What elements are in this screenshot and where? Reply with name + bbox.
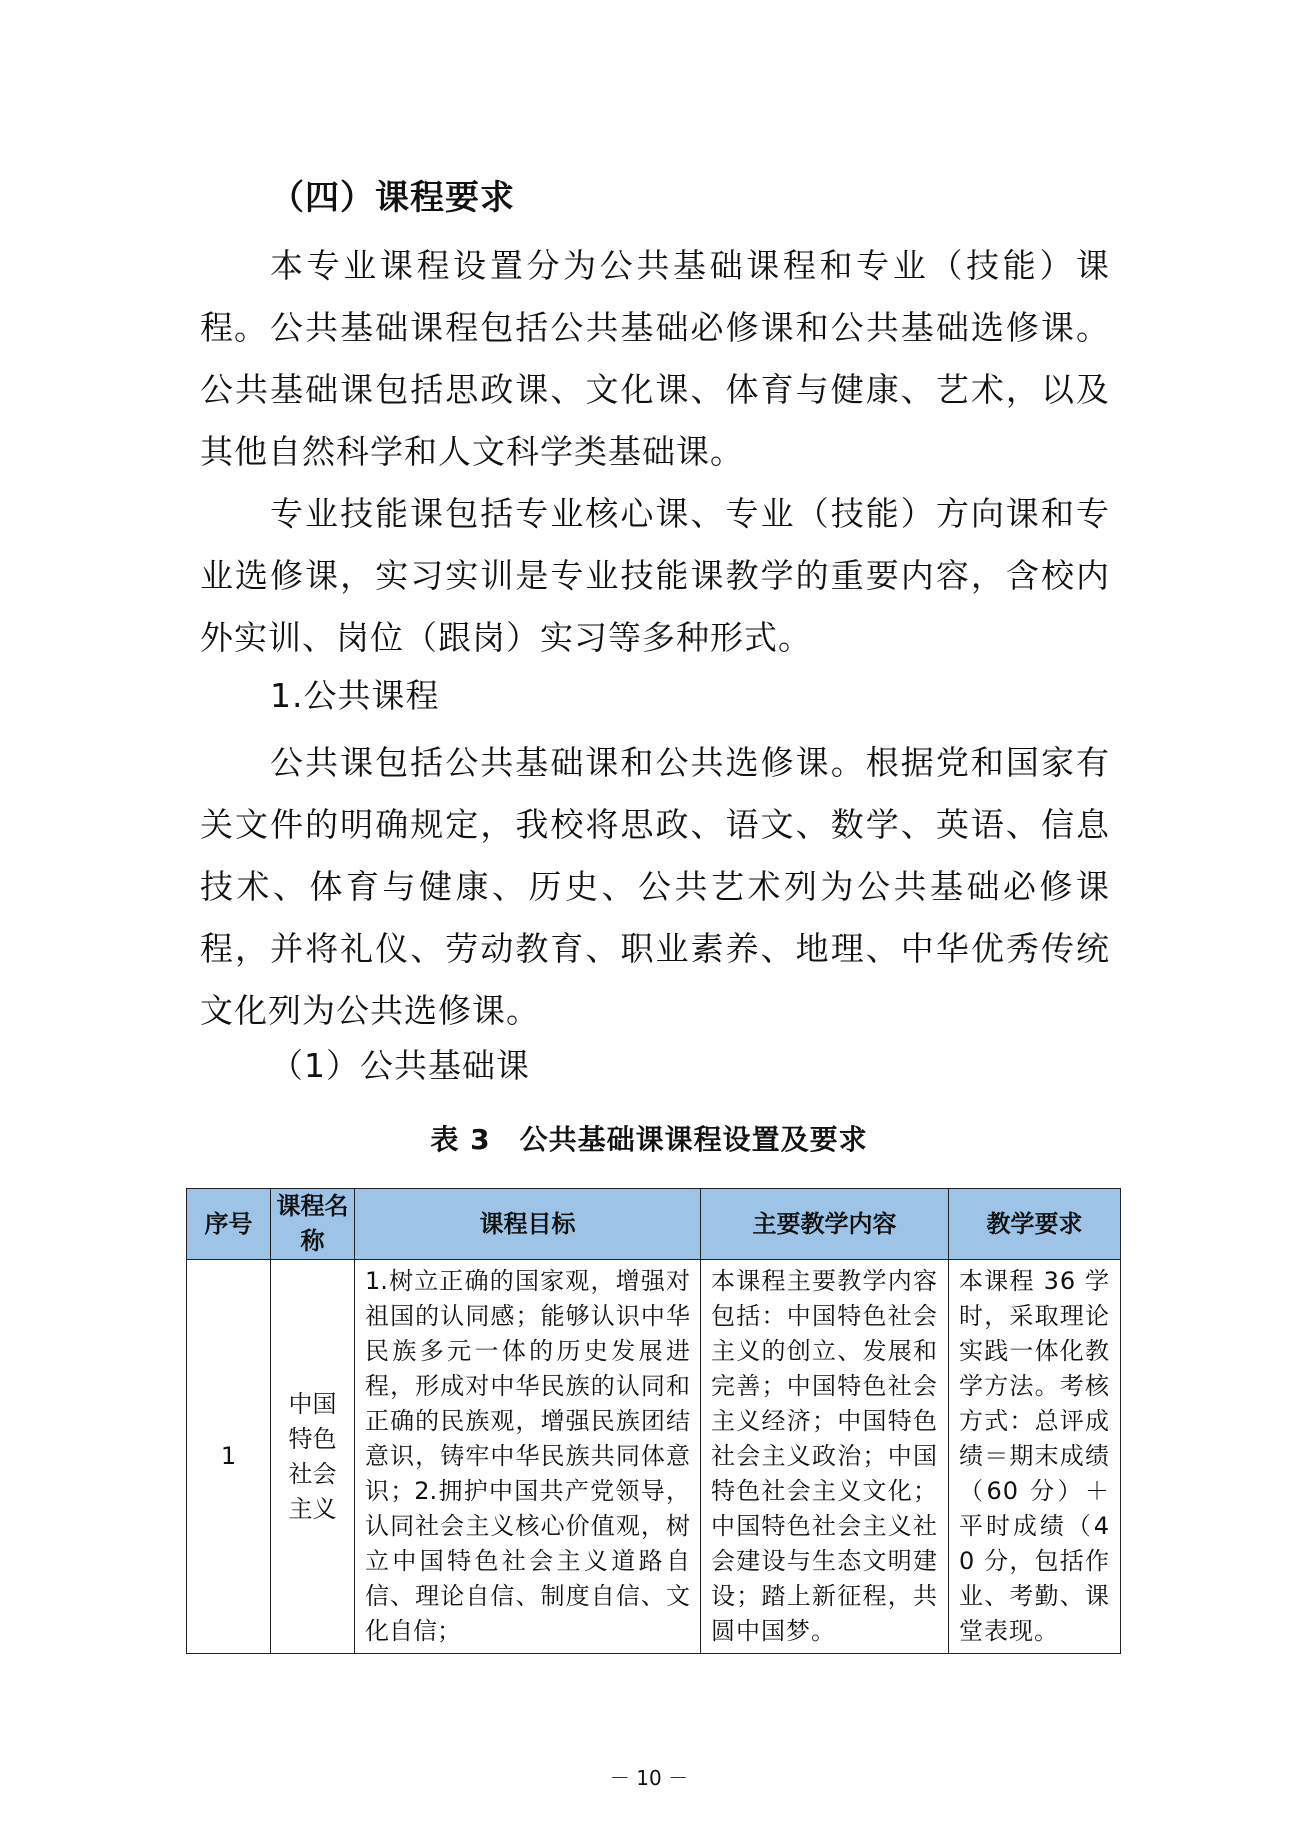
header-no: 序号 xyxy=(187,1189,271,1260)
section-heading: （四）课程要求 xyxy=(270,178,515,218)
table-row xyxy=(187,1260,1121,1654)
course-table xyxy=(186,1188,1121,1654)
paragraph-course-structure: 本专业课程设置分为公共基础课程和专业（技能）课程。 xyxy=(200,246,1110,347)
cell-course-name: 中国特色社会主义 xyxy=(271,1260,355,1654)
header-teaching-content: 主要教学内容 xyxy=(701,1189,949,1260)
cell-teaching-requirement: 本课程 36 学时，采取理论实践一体化教学方法。考核方式：总评成绩＝期末成绩（60 分）＋平时成绩（40 分，包括作业、考勤、课堂表现。 xyxy=(949,1260,1121,1654)
subheading-public-courses: 1.公共课程 xyxy=(270,676,440,715)
paragraph-public-courses: 公共课包括公共基础课和公共选修课。根据党和国家有关文件的明确规定，我校将思政、语文、数学、英语、信息技术、体育与健康、历史、公共艺术列为公共基础必修课程，并将礼仪、劳动教育、职业素养、地理、中华优秀传统文化列为公共选修课。 xyxy=(200,743,1110,1030)
table-caption: 表 3 公共基础课课程设置及要求 xyxy=(430,1123,868,1156)
table-header-row xyxy=(187,1189,1121,1260)
cell-teaching-content: 本课程主要教学内容包括：中国特色社会主义的创立、发展和完善；中国特色社会主义经济；中国特色社会主义政治；中国特色社会主义文化；中国特色社会主义社会建设与生态文明建设；踏上新征程，共圆中国梦。 xyxy=(701,1260,949,1654)
paragraph-professional-skills: 专业技能课包括专业核心课、专业（技能）方向课和专业选修课，实习实训是专业技能课教学的重要内容，含校内外实训、岗位（跟岗）实习等多种形式。 xyxy=(200,494,1110,657)
cell-no: 1 xyxy=(187,1260,271,1654)
header-course-goal: 课程目标 xyxy=(355,1189,701,1260)
page-number: － 10 － xyxy=(609,1766,689,1790)
subheading-public-basic-courses: （1）公共基础课 xyxy=(270,1046,530,1085)
paragraph-public-basic: 公共基础课程包括公共基础必修课和公共基础选修课。公共基础课包括思政课、文化课、体育与健康、艺术，以及其他自然科学和人文科学类基础课。 xyxy=(200,308,1110,471)
header-course-name: 课程名称 xyxy=(271,1189,355,1260)
cell-course-goal: 1.树立正确的国家观，增强对祖国的认同感；能够认识中华民族多元一体的历史发展进程，形成对中华民族的认同和正确的民族观，增强民族团结意识，铸牢中华民族共同体意识；2.拥护中国共产党领导，认同社会主义核心价值观，树立中国特色社会主义道路自信、理论自信、制度自信、文化自信； xyxy=(355,1260,701,1654)
header-teaching-requirement: 教学要求 xyxy=(949,1189,1121,1260)
